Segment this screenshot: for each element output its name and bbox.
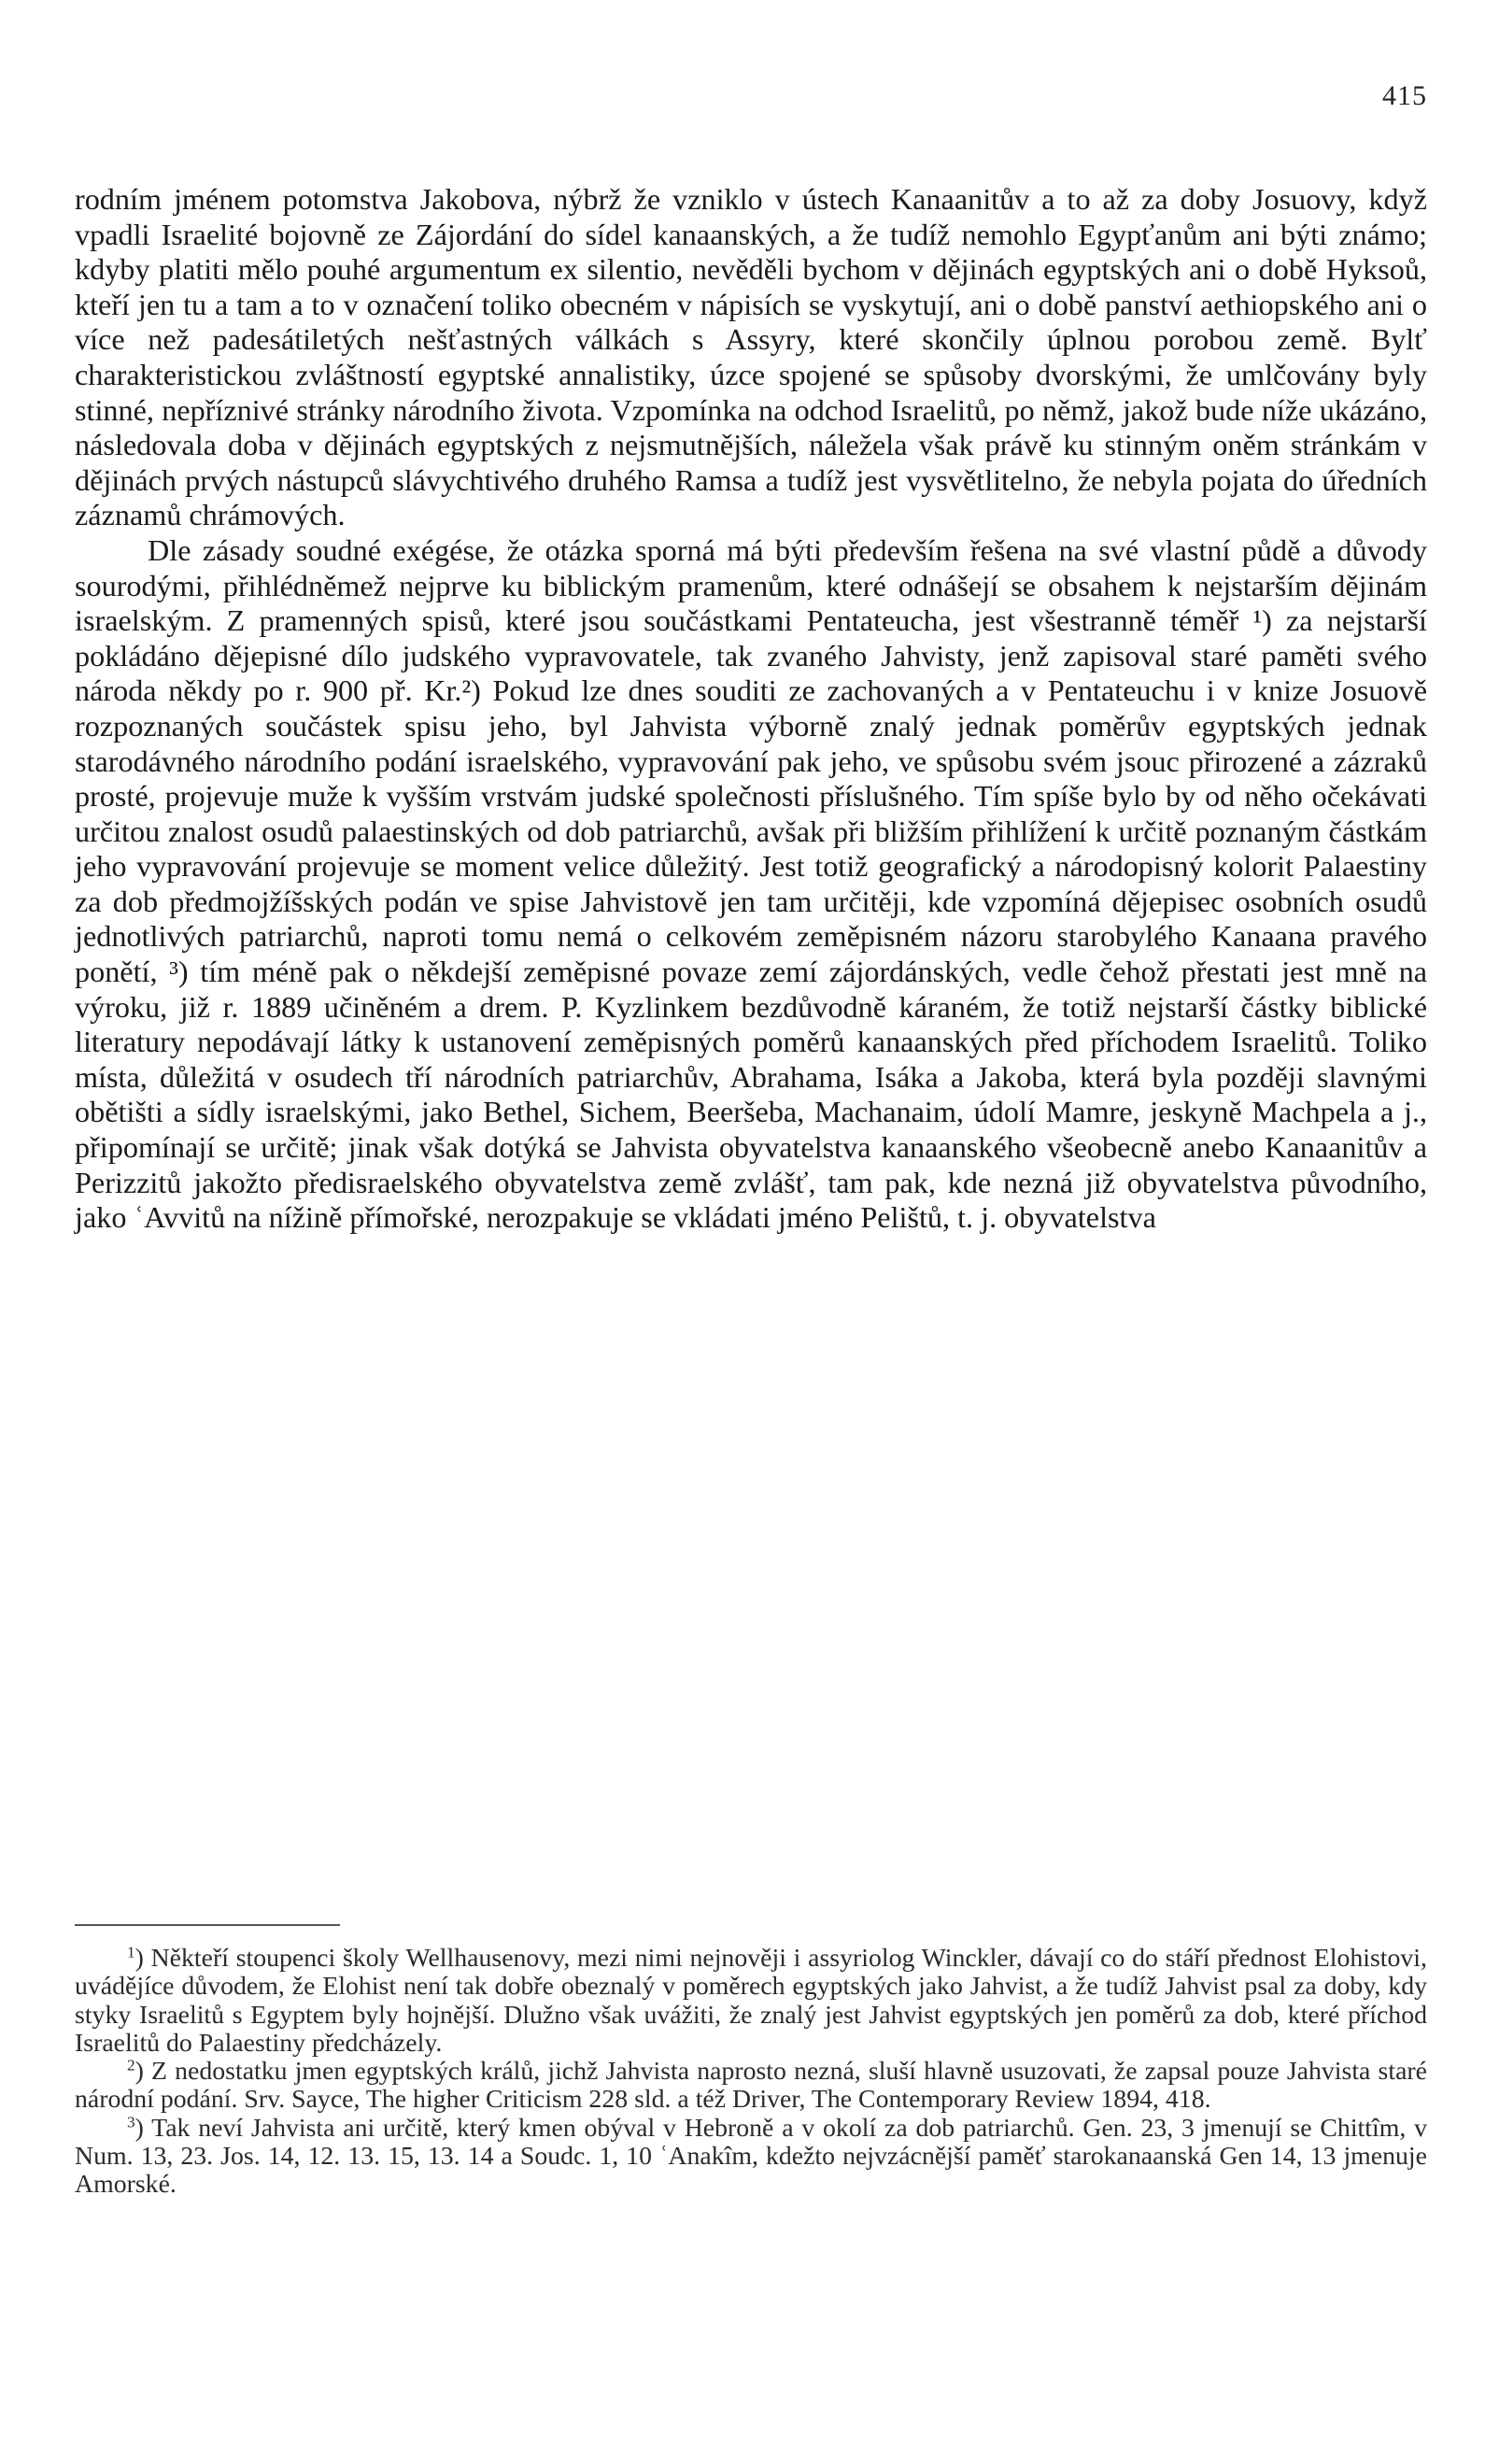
footnote-divider <box>75 1924 340 1926</box>
footnote-3: $^3$) Tak neví Jahvista ani určitě, který kmen obýval v Hebroně a v okolí za dob patriarchů. Gen. 23, 3 jmenují se Chittîm, v Num. 13, 23. Jos. 14, 12. 13. 15, 13. 14 a Soudc. 1, 10 ʿAnakîm, kdežto nejvzácnější paměť starokanaanská Gen 14, 13 jmenuje Amorské. <box>75 2113 1427 2200</box>
paragraph-2: Dle zásady soudné exégése, že otázka sporná má býti především řešena na své vlastní půdě a důvody sourodými, přihlédněmež nejprve ku biblickým pramenům, které odnášejí se obsahem k nejstarším dějinám israelským. Z pramenných spisů, které jsou součástkami Pentateucha, jest všestranně téměř ¹) za nejstarší pokládáno dějepisné dílo judského vypravovatele, tak zvaného Jahvisty, jenž zapisoval staré paměti svého národa někdy po r. 900 př. Kr.²) Pokud lze dnes souditi ze zachovaných a v Pentateuchu i v knize Josuově rozpoznaných součástek spisu jeho, byl Jahvista výborně znalý jednak poměrův egyptských jednak starodávného národního podání israelského, vypravování pak jeho, ve spůsobu svém jsouc přirozené a zázraků prosté, projevuje muže k vyšším vrstvám judské společnosti příslušného. Tím spíše bylo by od něho očekávati určitou znalost osudů palaestinských od dob patriarchů, avšak při bližším přihlížení k určitě poznaným částkám jeho vypravování projevuje se moment velice důležitý. Jest totiž geografický a národopisný kolorit Palaestiny za dob předmojžíšských podán ve spise Jahvistově jen tam určitěji, kde vzpomíná dějepisec osobních osudů jednotlivých patriarchů, naproti tomu nemá o celkovém zeměpisném názoru starobylého Kanaana pravého ponětí, ³) tím méně pak o někdejší zeměpisné povaze zemí zájordánských, vedle čehož přestati jest mně na výroku, již r. 1889 učiněném a drem. P. Kyzlinkem bezdůvodně káraném, že totiž nejstarší částky biblické literatury nepodávají látky k ustanovení zeměpisných poměrů kanaanských před příchodem Israelitů. Toliko místa, důležitá v osudech tří národních patriarchův, Abrahama, Isáka a Jakoba, která byla později slavnými obětišti a sídly israelskými, jako Bethel, Sichem, Beeršeba, Machanaim, údolí Mamre, jeskyně Machpela a j., připomínají se určitě; jinak však dotýká se Jahvista obyvatelstva kanaanského všeobecně anebo Kanaanitův a Perizzitů jakožto předisraelského obyvatelstva země zvlášť, tam pak, kde nezná již obyvatelstva původního, jako ʿAvvitů na nížině přímořské, nerozpakuje se vkládati jméno Pelištů, t. j. obyvatelstva <box>75 532 1427 1235</box>
paragraph-1: rodním jménem potomstva Jakobova, nýbrž že vzniklo v ústech Kanaanitův a to až za doby Josuovy, když vpadli Israelité bojovně ze Zájordání do sídel kanaanských, a že tudíž nemohlo Egypťanům ani býti známo; kdyby platiti mělo pouhé argumentum ex silentio, nevěděli bychom v dějinách egyptských ani o době Hyksoů, kteří jen tu a tam a to v označení toliko obecném v nápisích se vyskytují, ani o době panství aethiopského ani o více než padesátiletých nešťastných válkách s Assyry, které skončily úplnou porobou země. Bylť charakteristickou zvláštností egyptské annalistiky, úzce spojené se spůsoby dvorskými, že umlčovány byly stinné, nepříznivé stránky národního života. Vzpomínka na odchod Israelitů, po němž, jakož bude níže ukázáno, následovala doba v dějinách egyptských z nejsmutnějších, náležela však právě ku stinným oněm stránkám v dějinách prvých nástupců slávychtivého druhého Ramsa a tudíž jest vysvětlitelno, že nebyla pojata do úředních záznamů chrámových. <box>75 182 1427 532</box>
footnote-2: $^2$) Z nedostatku jmen egyptských králů, jichž Jahvista naprosto nezná, sluší hlavně usuzovati, že zapsal pouze Jahvista staré národní podání. Srv. Sayce, The higher Criticism 228 sld. a též Driver, The Contemporary Review 1894, 418. <box>75 2056 1427 2115</box>
body-text <box>75 182 1427 1236</box>
footnotes <box>75 1945 1427 2200</box>
footnote-mark: 2 <box>127 2056 135 2075</box>
footnote-mark: 3 <box>127 2113 135 2131</box>
footnote-mark: 1 <box>127 1943 135 1961</box>
footnote-1: $^1$) Někteří stoupenci školy Wellhausenovy, mezi nimi nejnověji i assyriolog Winckler, dávají co do stáří přednost Elohistovi, uvádějíce důvodem, že Elohist není tak dobře obeznalý v poměrech egyptských jako Jahvist, a že tudíž Jahvist psal za doby, kdy styky Israelitů s Egyptem byly hojnější. Dlužno však uvážiti, že znalý jest Jahvist egyptských jen poměrů za dob, které příchod Israelitů do Palaestiny předcházely. <box>75 1943 1427 2058</box>
page-number: 415 <box>1382 80 1427 111</box>
footnote-text: Z nedostatku jmen egyptských králů, jichž Jahvista naprosto nezná, sluší hlavně usuzovati, že zapsal pouze Jahvista staré národní podání. Srv. Sayce, The higher Criticism 228 sld. a též Driver, The Contemporary Review 1894, 418. <box>75 2057 1427 2115</box>
footnote-text: Tak neví Jahvista ani určitě, který kmen obýval v Hebroně a v okolí za dob patriarchů. Gen. 23, 3 jmenují se Chittîm, v Num. 13, 23. Jos. 14, 12. 13. 15, 13. 14 a Soudc. 1, 10 ʿAnakîm, kdežto nejvzácnější paměť starokanaanská Gen 14, 13 jmenuje Amorské. <box>75 2113 1427 2200</box>
footnote-text: Někteří stoupenci školy Wellhausenovy, mezi nimi nejnověji i assyriolog Winckler, dávají co do stáří přednost Elohistovi, uvádějíce důvodem, že Elohist není tak dobře obeznalý v poměrech egyptských jako Jahvist, a že tudíž Jahvist psal za doby, kdy styky Israelitů s Egyptem byly hojnější. Dlužno však uvážiti, že znalý jest Jahvist egyptských jen poměrů za dob, které příchod Israelitů do Palaestiny předcházely. <box>75 1944 1427 2058</box>
